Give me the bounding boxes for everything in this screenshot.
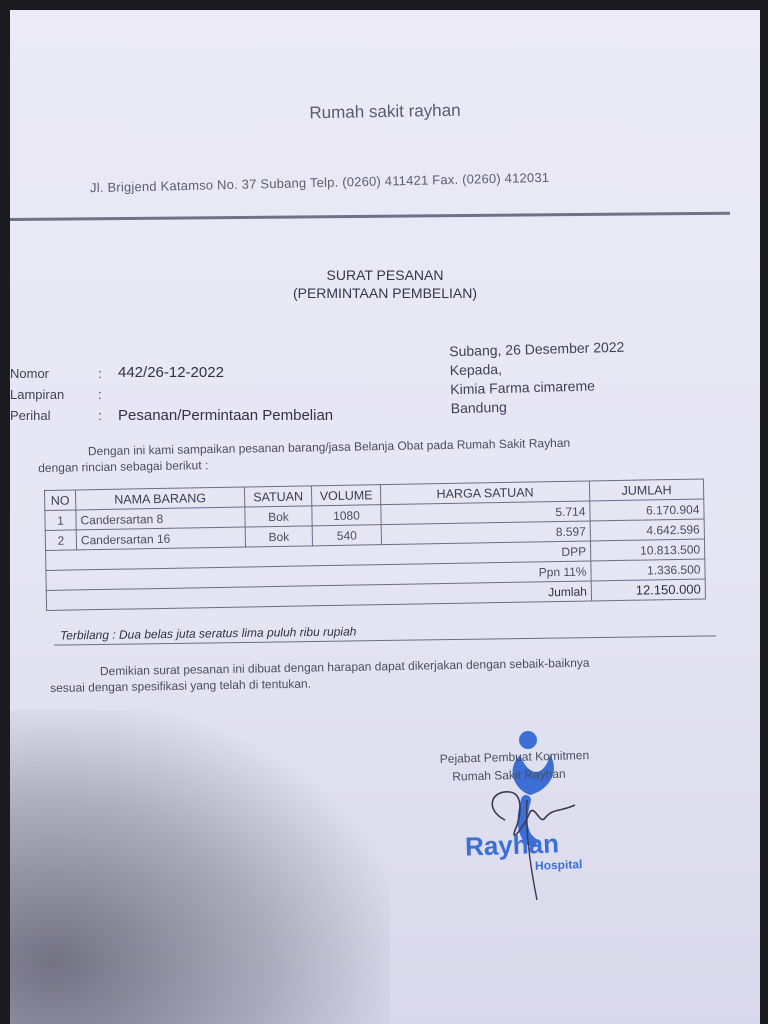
intro-paragraph xyxy=(38,432,738,476)
perihal-value: Pesanan/Permintaan Pembelian xyxy=(118,407,334,424)
row-2-volume: 540 xyxy=(312,525,381,546)
row-1-harga: 5.714 xyxy=(381,501,590,525)
page-shadow xyxy=(10,710,390,1024)
dpp-value: 10.813.500 xyxy=(590,539,704,561)
jumlah-value: 12.150.000 xyxy=(591,579,705,601)
recipient-block xyxy=(449,338,626,419)
perihal-label: Perihal xyxy=(10,408,51,423)
row-2-no: 2 xyxy=(45,530,76,551)
recipient-name: Kimia Farma cimareme xyxy=(450,377,596,398)
dpp-label: DPP xyxy=(46,541,591,571)
row-2-satuan: Bok xyxy=(245,526,312,547)
kepada: Kepada, xyxy=(449,360,503,379)
terbilang-text: Terbilang : Dua belas juta seratus lima puluh ribu rupiah xyxy=(54,617,716,645)
letter-paper xyxy=(10,10,760,1024)
lampiran-label: Lampiran xyxy=(10,387,65,402)
row-1-jumlah: 6.170.904 xyxy=(590,499,704,521)
closing-line-1: Demikian surat pesanan ini dibuat dengan harapan dapat dikerjakan dengan sebaik-baiknya xyxy=(99,655,590,679)
closing-paragraph xyxy=(50,652,750,696)
row-2-harga: 8.597 xyxy=(381,521,590,545)
row-1-nama: Candersartan 8 xyxy=(76,507,245,530)
recipient-city: Bandung xyxy=(450,398,508,417)
logo-subtext: Hospital xyxy=(534,857,583,873)
place-date: Subang, 26 Desember 2022 xyxy=(449,338,625,360)
nomor-separator: : xyxy=(98,366,102,381)
hospital-name: Rumah sakit rayhan xyxy=(309,100,461,123)
perihal-separator: : xyxy=(98,408,102,423)
title-line-2: (PERMINTAAN PEMBELIAN) xyxy=(292,285,478,301)
nomor-value: 442/26-12-2022 xyxy=(118,364,224,381)
row-2-jumlah: 4.642.596 xyxy=(590,519,704,541)
lampiran-separator: : xyxy=(98,387,102,402)
header-harga-satuan: HARGA SATUAN xyxy=(380,481,589,505)
intro-line-2: dengan rincian sebagai berikut : xyxy=(38,458,209,476)
header-nama-barang: NAMA BARANG xyxy=(76,487,245,510)
title-line-1: SURAT PESANAN xyxy=(326,267,444,283)
header-no: NO xyxy=(45,490,76,511)
ppn-value: 1.336.500 xyxy=(591,559,705,581)
order-table xyxy=(44,478,706,611)
signer-role-2: Rumah Sakit Rayhan xyxy=(452,766,566,784)
row-1-volume: 1080 xyxy=(312,505,381,526)
header-volume: VOLUME xyxy=(311,485,380,506)
signer-role-1: Pejabat Pembuat Komitmen xyxy=(439,748,590,766)
closing-line-2: sesuai dengan spesifikasi yang telah di tentukan. xyxy=(50,676,312,696)
logo-wordmark: Rayhan xyxy=(464,828,560,862)
hospital-address: Jl. Brigjend Katamso No. 37 Subang Telp. (0260) 411421 Fax. (0260) 412031 xyxy=(89,169,550,196)
row-1-no: 1 xyxy=(45,510,76,531)
intro-line-1: Dengan ini kami sampaikan pesanan barang/jasa Belanja Obat pada Rumah Sakit Rayhan xyxy=(87,435,571,459)
row-2-nama: Candersartan 16 xyxy=(76,527,245,550)
ppn-label: Ppn 11% xyxy=(46,561,591,591)
header-divider xyxy=(10,212,730,221)
row-1-satuan: Bok xyxy=(245,506,312,527)
header-jumlah: JUMLAH xyxy=(589,479,703,501)
header-satuan: SATUAN xyxy=(244,486,311,507)
document-title xyxy=(10,266,760,302)
nomor-label: Nomor xyxy=(10,366,50,381)
jumlah-label: Jumlah xyxy=(46,581,591,611)
